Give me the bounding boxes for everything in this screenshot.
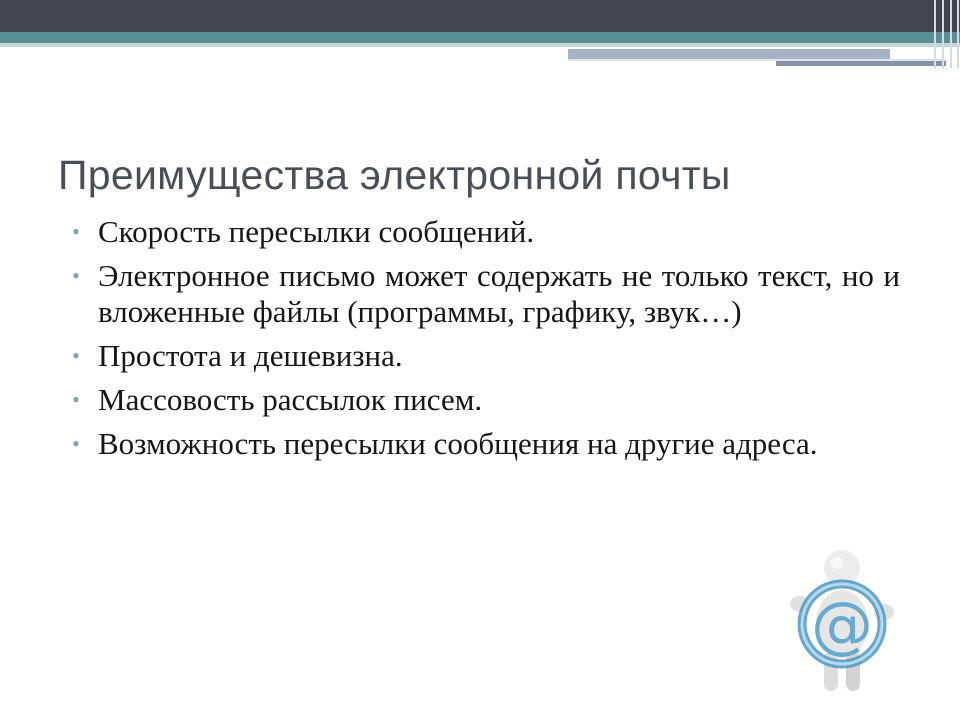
list-item	[72, 426, 900, 462]
list-item	[72, 258, 900, 330]
bullet-marker: •	[72, 263, 80, 288]
bullet-text: Простота и дешевизна.	[98, 338, 403, 373]
bullet-text: Скорость пересылки сообщений.	[98, 214, 535, 249]
bullet-marker: •	[72, 431, 80, 456]
list-item	[72, 338, 900, 374]
decor-stripe-short	[776, 61, 946, 66]
bullet-marker: •	[72, 219, 80, 244]
at-glyph: @	[811, 588, 873, 661]
top-bar	[0, 0, 960, 32]
bullet-text: Возможность пересылки сообщения на другие адреса.	[98, 426, 818, 461]
decor-stripe	[568, 49, 890, 59]
bullet-marker: •	[72, 343, 80, 368]
list-item	[72, 382, 900, 418]
bullet-text: Массовость рассылок писем.	[98, 382, 483, 417]
person-with-at-sign-icon	[782, 546, 902, 696]
bullet-text: Электронное письмо может содержать не только текст, но и вложенные файлы (программы, графику, звук…)	[98, 258, 900, 329]
list-item	[72, 214, 900, 250]
bullet-marker: •	[72, 387, 80, 412]
decor-vertical-lines	[930, 0, 960, 68]
bullet-list	[72, 214, 900, 470]
top-accent-stripe	[0, 32, 960, 43]
top-light-stripe	[0, 43, 960, 47]
slide-title: Преимущества электронной почты	[58, 152, 731, 198]
